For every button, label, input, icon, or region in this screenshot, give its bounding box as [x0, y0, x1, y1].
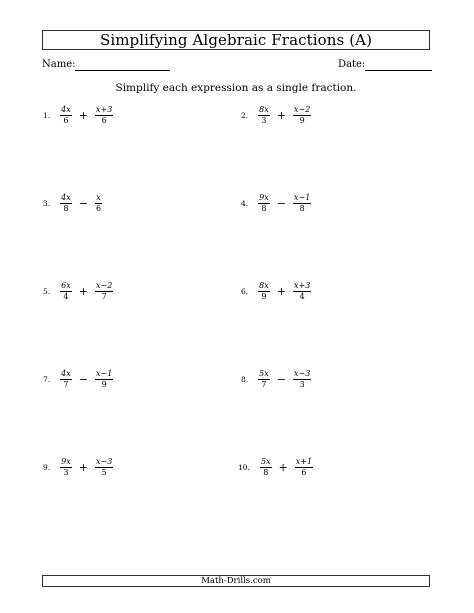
fraction-b: $\frac{x-2}{9}$ — [293, 105, 311, 125]
operator: + — [78, 109, 88, 122]
fraction-a: $\frac{9x}{8}$ — [259, 193, 269, 213]
fraction-a: $\frac{4x}{7}$ — [61, 369, 71, 389]
problem-4 — [241, 193, 311, 214]
worksheet-title — [42, 30, 430, 50]
fraction-a: $\frac{8x}{9}$ — [259, 281, 269, 301]
problem-number: 8. — [241, 375, 249, 384]
operator: + — [276, 285, 286, 298]
title-text: Simplifying Algebraic Fractions (A) — [99, 31, 373, 49]
fraction-a: $\frac{4x}{8}$ — [61, 193, 71, 213]
problem-6 — [241, 281, 311, 302]
fraction-b: $\frac{x+3}{4}$ — [293, 281, 311, 301]
operator: − — [78, 197, 88, 210]
fraction-b: $\frac{x-1}{9}$ — [95, 369, 113, 389]
date-field-line[interactable] — [365, 70, 432, 71]
problem-1 — [43, 105, 113, 126]
problem-number: 9. — [43, 463, 51, 472]
problem-number: 4. — [241, 199, 249, 208]
footer — [42, 575, 430, 587]
fraction-b: $\frac{x+3}{6}$ — [95, 105, 113, 125]
operator: + — [78, 285, 88, 298]
name-label: Name: — [42, 59, 76, 70]
fraction-a: $\frac{8x}{3}$ — [259, 105, 269, 125]
problem-8 — [241, 369, 311, 390]
fraction-a: $\frac{9x}{3}$ — [61, 457, 71, 477]
fraction-a: $\frac{5x}{7}$ — [259, 369, 269, 389]
problem-number: 3. — [43, 199, 51, 208]
fraction-b: $\frac{x+1}{6}$ — [295, 457, 313, 477]
operator: + — [276, 109, 286, 122]
fraction-b: $\frac{x}{6}$ — [95, 193, 102, 213]
fraction-b: $\frac{x-1}{8}$ — [293, 193, 311, 213]
problem-5 — [43, 281, 113, 302]
date-label: Date: — [338, 59, 366, 70]
operator: − — [276, 197, 286, 210]
operator: + — [78, 461, 88, 474]
fraction-b: $\frac{x-3}{3}$ — [293, 369, 311, 389]
operator: − — [78, 373, 88, 386]
problem-7 — [43, 369, 113, 390]
fraction-a: $\frac{4x}{6}$ — [61, 105, 71, 125]
problem-number: 7. — [43, 375, 51, 384]
fraction-a: $\frac{6x}{4}$ — [61, 281, 71, 301]
footer-text: Math-Drills.com — [201, 576, 271, 586]
problem-number: 2. — [241, 111, 249, 120]
operator: + — [278, 461, 288, 474]
problem-number: 1. — [43, 111, 51, 120]
problem-number: 5. — [43, 287, 51, 296]
fraction-b: $\frac{x-3}{5}$ — [95, 457, 113, 477]
problem-number: 6. — [241, 287, 249, 296]
problem-2 — [241, 105, 311, 126]
operator: − — [276, 373, 286, 386]
fraction-b: $\frac{x-2}{7}$ — [95, 281, 113, 301]
problem-3 — [43, 193, 102, 214]
problem-number: 10. — [238, 463, 250, 472]
fraction-a: $\frac{5x}{8}$ — [260, 457, 271, 477]
problem-9 — [43, 457, 113, 478]
problem-10 — [238, 457, 313, 478]
name-field-line[interactable] — [75, 70, 170, 71]
instructions: Simplify each expression as a single fraction. — [115, 82, 357, 94]
